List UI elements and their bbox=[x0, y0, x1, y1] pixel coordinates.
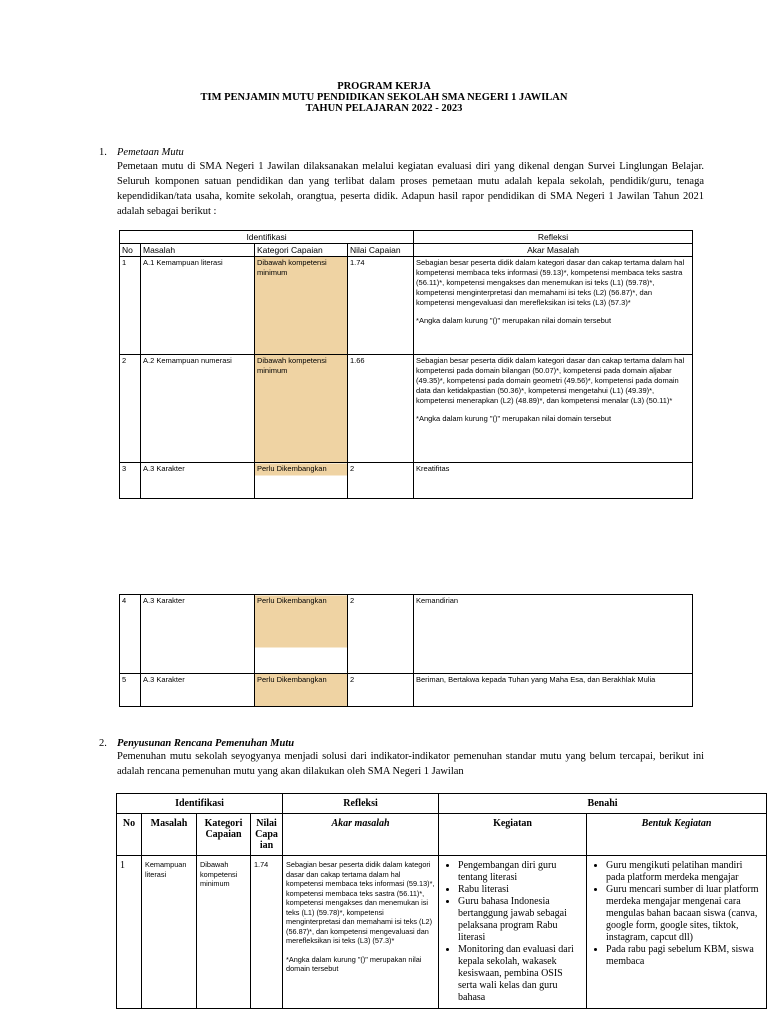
section-1-title: Pemetaan Mutu bbox=[117, 147, 184, 158]
row-akar bbox=[414, 257, 693, 355]
row-akar: Kemandirian bbox=[414, 595, 693, 674]
col-no: No bbox=[120, 244, 141, 257]
row-akar bbox=[414, 355, 693, 463]
table-row bbox=[117, 856, 767, 1009]
section-2-title: Penyusunan Rencana Pemenuhan Mutu bbox=[117, 738, 295, 749]
group-refleksi: Refleksi bbox=[414, 231, 693, 244]
col-masalah: Masalah bbox=[141, 244, 255, 257]
row-masalah: A.3 Karakter bbox=[141, 674, 255, 707]
row-akar-text: Sebagian besar peserta didik dalam kategori dasar dan cakap tertama dalam hal kompetensi membaca teks informasi (59.13)*, kompetensi membaca teks sastra (56.11)*, kompetensi mengakses dan menemukan isi teks (L1) (59.78)*, kompetensi menginterpretasi dan memahami isi teks (L2) (56.87)*, dan kompetensi mengevaluasi dan merefleksikan isi teks (L3) (57.3)* bbox=[416, 258, 685, 307]
list-item: • Guru bahasa Indonesia bertanggung jawab sebagai pelaksana program Rabu literasi bbox=[458, 896, 583, 944]
row-masalah: A.2 Kemampuan numerasi bbox=[141, 355, 255, 463]
document-title: PROGRAM KERJA bbox=[337, 81, 431, 92]
row-akar bbox=[283, 856, 439, 1009]
list-item: • Pada rabu pagi sebelum KBM, siswa membaca bbox=[606, 944, 763, 968]
row-no: 4 bbox=[120, 595, 141, 674]
col-kategori: Kategori Capaian bbox=[255, 244, 348, 257]
row-kategori: Dibawah kompetensi minimum bbox=[197, 856, 251, 1009]
list-item: • Rabu literasi bbox=[458, 884, 583, 896]
section-2-number: 2. bbox=[99, 738, 107, 749]
col-akar: Akar masalah bbox=[283, 814, 439, 856]
row-kategori: Perlu Dikembangkan bbox=[255, 595, 348, 674]
group-refleksi: Refleksi bbox=[283, 794, 439, 814]
list-item: • Monitoring dan evaluasi dari kepala sekolah, wakasek kesiswaan, pembina OSIS serta wali kelas dan guru bahasa bbox=[458, 944, 583, 1004]
row-akar: Kreatifitas bbox=[414, 463, 693, 499]
row-no: 1 bbox=[120, 257, 141, 355]
row-no: 5 bbox=[120, 674, 141, 707]
row-bentuk bbox=[587, 856, 767, 1009]
group-identifikasi: Identifikasi bbox=[120, 231, 414, 244]
table-row bbox=[120, 355, 693, 463]
list-item: • Guru mencari sumber di luar platform merdeka mengajar mengenai cara mengulas bahan bacaan siswa (canva, google form, google sites, tiktok, instagram, capcut dll) bbox=[606, 884, 763, 944]
row-akar-text: Sebagian besar peserta didik dalam kategori dasar dan cakap tertama dalam hal kompetensi membaca teks informasi (59.13)*, kompetensi membaca teks sastra (56.11)*, kompetensi mengakses dan menemukan isi teks (L1) (59.78)*, kompetensi menginterpretasi dan memahami isi teks (L2) (56.87)*, dan kompetensi mengevaluasi dan merefleksikan isi teks (L3) (57.3)* bbox=[286, 860, 435, 945]
section-2-paragraph: Pemenuhan mutu sekolah seyogyanya menjadi solusi dari indikator-indikator pemenuhan standar mutu yang belum tercapai, berikut ini adalah rencana pemenuhan mutu yang akan dilakukan oleh SMA Negeri 1 Jawilan bbox=[117, 751, 704, 777]
row-nilai: 1.66 bbox=[348, 355, 414, 463]
col-no: No bbox=[117, 814, 142, 856]
row-no: 3 bbox=[120, 463, 141, 499]
list-item: • Pengembangan diri guru tentang literasi bbox=[458, 860, 583, 884]
row-akar-note: *Angka dalam kurung "()" merupakan nilai domain tersebut bbox=[416, 414, 612, 423]
row-akar-note: *Angka dalam kurung "()" merupakan nilai domain tersebut bbox=[286, 954, 422, 973]
section-1-paragraph: Pemetaan mutu di SMA Negeri 1 Jawilan dilaksanakan melalui kegiatan evaluasi diri yang dikenal dengan Survei Linglungan Belajar. Seluruh komponen satuan pendidikan dan yang terlibat dalam proses pemetaan mutu adalah kepala sekolah, pendidik/guru, tenaga kependidikan/tata usaha, komite sekolah, orangtua, peserta didik. Adapun hasil rapor pendidikan di SMA Negeri 1 Jawilan Tahun 2021 adalah sebagai berikut : bbox=[117, 161, 704, 217]
row-kategori: Perlu Dikembangkan bbox=[255, 674, 348, 707]
col-masalah: Masalah bbox=[142, 814, 197, 856]
col-kategori: Kategori Capaian bbox=[197, 814, 251, 856]
group-identifikasi: Identifikasi bbox=[117, 794, 283, 814]
row-masalah: A.3 Karakter bbox=[141, 595, 255, 674]
col-kegiatan: Kegiatan bbox=[439, 814, 587, 856]
table-row bbox=[120, 463, 693, 499]
row-kategori: Dibawah kompetensi minimum bbox=[255, 355, 348, 463]
row-nilai: 2 bbox=[348, 595, 414, 674]
row-kegiatan bbox=[439, 856, 587, 1009]
col-bentuk: Bentuk Kegiatan bbox=[587, 814, 767, 856]
table-row bbox=[120, 595, 693, 674]
kegiatan-list bbox=[442, 860, 583, 1004]
row-akar-text: Sebagian besar peserta didik dalam kategori dasar dan cakap tertama dalam hal kompetensi pada domain bilangan (50.07)*, kompetensi pada domain aljabar (49.35)*, kompetensi pada domain geometri (49.56)*, kompetensi pada domain data dan ketidakpastian (50.36)*, kompetensi mengetahui (L1) (49.39)*, kompetensi menerapkan (L2) (48.89)*, dan kompetensi menalar (L3) (50.11)* bbox=[416, 356, 685, 405]
document-subtitle: TIM PENJAMIN MUTU PENDIDIKAN SEKOLAH SMA NEGERI 1 JAWILAN bbox=[200, 92, 568, 103]
row-kategori: Dibawah kompetensi minimum bbox=[255, 257, 348, 355]
row-nilai: 2 bbox=[348, 674, 414, 707]
document-year: TAHUN PELAJARAN 2022 - 2023 bbox=[305, 103, 463, 114]
col-nilai: Nilai Capa ian bbox=[251, 814, 283, 856]
plan-table bbox=[116, 793, 767, 1009]
row-masalah: A.1 Kemampuan literasi bbox=[141, 257, 255, 355]
table-row bbox=[120, 674, 693, 707]
section-1-number: 1. bbox=[99, 147, 107, 158]
table-row bbox=[120, 257, 693, 355]
row-masalah: A.3 Karakter bbox=[141, 463, 255, 499]
row-akar: Beriman, Bertakwa kepada Tuhan yang Maha Esa, dan Berakhlak Mulia bbox=[414, 674, 693, 707]
row-no: 2 bbox=[120, 355, 141, 463]
row-akar-note: *Angka dalam kurung "()" merupakan nilai domain tersebut bbox=[416, 316, 612, 325]
row-kategori: Perlu Dikembangkan bbox=[255, 463, 348, 499]
row-nilai: 2 bbox=[348, 463, 414, 499]
row-no: 1 bbox=[117, 856, 142, 1009]
bentuk-list bbox=[590, 860, 763, 968]
col-nilai: Nilai Capaian bbox=[348, 244, 414, 257]
mapping-table-continued bbox=[119, 594, 693, 707]
list-item: • Guru mengikuti pelatihan mandiri pada platform merdeka mengajar bbox=[606, 860, 763, 884]
row-masalah: Kemampuan literasi bbox=[142, 856, 197, 1009]
mapping-table bbox=[119, 230, 693, 499]
group-benahi: Benahi bbox=[439, 794, 767, 814]
row-nilai: 1.74 bbox=[348, 257, 414, 355]
row-nilai: 1.74 bbox=[251, 856, 283, 1009]
col-akar: Akar Masalah bbox=[414, 244, 693, 257]
